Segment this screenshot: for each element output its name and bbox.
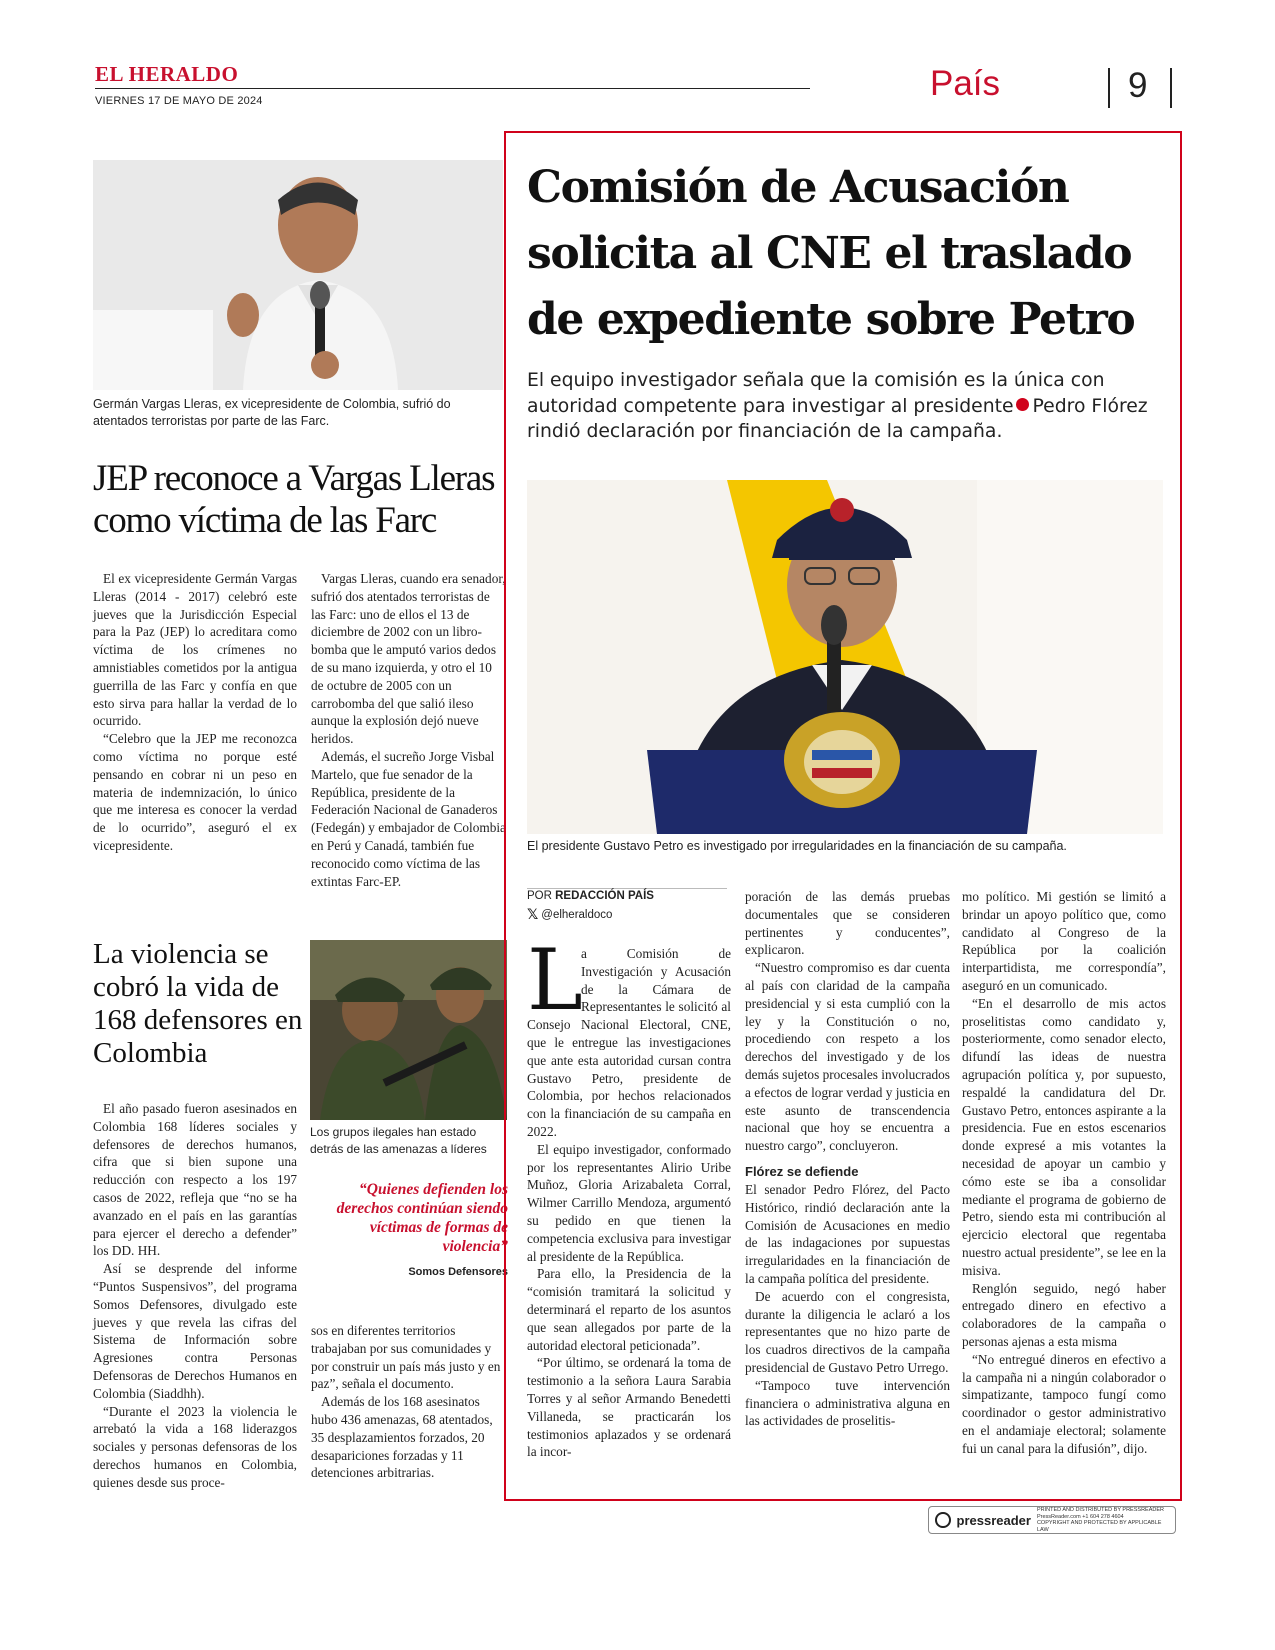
paragraph: Además, el sucreño Jorge Visbal Martelo, que fue senador de la República, presidente de la Federación Nacional de Ganaderos (Fedegán) y embajador de Colombia en Perú y Canadá, también fue reconocido como víctima de las extintas Farc-EP. (311, 748, 506, 889)
byline-label: POR (527, 890, 552, 902)
jep-column-1 (93, 570, 297, 880)
pressreader-logo: pressreader (956, 1512, 1031, 1528)
paragraph: “Celebro que la JEP me reconozca como víctima no porque esté pensando en cobrar ni un peso en materia de indemnización, lo único que me interesa es conocer la verdad de lo ocurrido”, aseguró el ex vicepresidente. (93, 731, 297, 853)
divider (1108, 68, 1110, 108)
social-handle (527, 907, 727, 923)
jep-headline (93, 458, 513, 542)
page-number: 9 (1128, 66, 1148, 105)
main-column-2 (745, 888, 950, 1488)
violence-headline: La violencia se cobró la vida de 168 defensores en Colombia (93, 938, 303, 1069)
pull-quote: “Quienes defienden los derechos continúan siendo víctimas de formas de violencia” (336, 1181, 508, 1255)
main-column-3 (962, 888, 1166, 1488)
paragraph: El equipo investigador, conformado por los representantes Alirio Uribe Muñoz, Gloria Arizabaleta Corral, Wilmer Carrillo Mendoza, argumentó su pedido en que tienen la competencia exclusiva para investigar al presidente de la República. (527, 1141, 731, 1264)
byline-name: REDACCIÓN PAÍS (555, 890, 654, 902)
pressreader-badge (928, 1506, 1176, 1534)
photo-caption: Germán Vargas Lleras, ex vicepresidente de Colombia, sufrió do atentados terroristas por parte de las Farc. (93, 397, 451, 428)
paragraph: poración de las demás pruebas documentales que se consideren pertinentes y conducentes”, explicaron. (745, 889, 950, 958)
headline-line: como víctima de las Farc (93, 500, 437, 541)
masthead-rule (95, 88, 810, 89)
x-logo-icon: 𝕏 (527, 907, 539, 923)
deck-text: Pedro Flórez rindió declaración por financiación de la campaña. (527, 395, 1148, 442)
pressreader-logo-icon (935, 1512, 951, 1528)
armed-group-photo (310, 940, 507, 1120)
paragraph: “Nuestro compromiso es dar cuenta al país con claridad de la campaña presidencial y si esta cumplió con la ley y la Constitución o no, procediendo con respeto a los derechos del investigado y de los demás sujetos procesales involucrados a efectos de lograr verdad y justicia en este asunto de transcendencia nacional que hoy se encuentra a nuestro cargo”, concluyeron. (745, 960, 950, 1154)
paragraph: El senador Pedro Flórez, del Pacto Histórico, rindió declaración ante la Comisión de Acusaciones en medio de las indagaciones por supuestas irregularidades en la financiación de la campaña política del presidente. (745, 1181, 950, 1286)
violence-column-1 (93, 1100, 297, 1490)
main-column-1 (527, 931, 731, 1490)
paragraph: Para ello, la Presidencia de la “comisión tramitará la solicitud y determinará el reparto de los asuntos que sean allegados por parte de la autoridad electoral peticionada”. (527, 1266, 731, 1353)
petro-photo (527, 480, 1163, 834)
photo-caption: Los grupos ilegales han estado detrás de las amenazas a líderes (310, 1125, 487, 1156)
issue-date: VIERNES 17 DE MAYO DE 2024 (95, 95, 263, 107)
main-headline: Comisión de Acusación solicita al CNE el traslado de expediente sobre Petro (527, 162, 1135, 345)
handle-text: @elheraldoco (541, 909, 613, 921)
violence-column-2 (311, 1322, 507, 1481)
vargas-lleras-photo (93, 160, 503, 390)
paragraph: “Por último, se ordenará la toma de testimonio a la señora Laura Sarabia Torres y al señor Armando Benedetti Villaneda, se practicarán los testimonios aplazados y se ordenará la incor- (527, 1355, 731, 1460)
subheading: Flórez se defiende (745, 1163, 859, 1179)
headline-line: JEP reconoce a Vargas Lleras (93, 458, 495, 499)
paragraph: Renglón seguido, negó haber entregado dinero en efectivo a colaboradores de la campaña o personas ajenas a esta misma (962, 1280, 1166, 1349)
deck (527, 368, 1167, 445)
photo-caption: El presidente Gustavo Petro es investigado por irregularidades en la financiación de su campaña. (527, 839, 1067, 853)
paragraph: “En el desarrollo de mis actos proselitistas como candidato y, posteriormente, como senador electo, difundí las ideas de nuestra agrupación política y, por supuesto, respaldé la candidatura del Dr. Gustavo Petro, entonces aspirante a la presidencia. Fue en estos escenarios donde expresé a mis votantes la necesidad de apoyar un cambio y cómo este se iba a consolidar mediante el programa de gobierno de Petro, siendo esta mi contribución al ejercicio electoral que regentaba nuestro actual presidente”, se lee en la misiva. (962, 995, 1166, 1278)
bullet-dot-icon (1016, 398, 1029, 411)
section-name: País (930, 64, 1001, 103)
paragraph: Además de los 168 asesinatos hubo 436 amenazas, 68 atentados, 35 desplazamientos forzados, 20 desapariciones forzadas y 11 detenciones arbitrarias. (311, 1394, 493, 1481)
paragraph: “Durante el 2023 la violencia le arrebató la vida a 168 liderazgos sociales y personas defensoras de los derechos humanos en Colombia, quienes desde sus proce- (93, 1403, 297, 1490)
byline-rule (527, 888, 727, 889)
paragraph: El año pasado fueron asesinados en Colombia 168 líderes sociales y defensores de derechos humanos, cifra que si bien supone una reducción con respecto a los 197 casos de 2022, refleja que “no se ha avanzado en el país en las garantías para ejercer el derecho a defender” los DD. HH. (93, 1101, 297, 1259)
paragraph: mo político. Mi gestión se limitó a brindar un apoyo político que, como candidato al Congreso de la República por la coalición interpartidista, me correspondía”, aseguró en un comunicado. (962, 889, 1166, 993)
deck-text: El equipo investigador señala que la comisión es la única con autoridad competente para investigar al presidente (527, 370, 1105, 417)
paragraph: Así se desprende del informe “Puntos Suspensivos”, del programa Somos Defensores, divulgado este jueves y que revela las cifras del Sistema de Información sobre Agresiones contra Personas Defensoras de Derechos Humanos en Colombia (Siaddhh). (93, 1261, 297, 1401)
paragraph: De acuerdo con el congresista, durante la diligencia le aclaró a los representantes que no hizo parte de los cuadros directivos de la campaña presidencial de Gustavo Petro Urrego. (745, 1288, 950, 1375)
dropcap: L (527, 931, 583, 1029)
paragraph: sos en diferentes territorios trabajaban por sus comunidades y por construir un país más justo y en paz”, señala el documento. (311, 1323, 501, 1392)
masthead-title: EL HERALDO (95, 62, 239, 86)
byline (527, 890, 727, 902)
jep-column-2 (311, 570, 507, 889)
paragraph: El ex vicepresidente Germán Vargas Lleras (2014 - 2017) celebró este jueves que la Jurisdicción Especial para la Paz (JEP) lo acreditara como víctima de los crímenes no amnistiables cometidos por la antigua guerrilla de las Farc y confía en que esto sirva para hallar la verdad de lo ocurrido. (93, 571, 297, 729)
paragraph: a Comisión de Investigación y Acusación de la Cámara de Representantes le solicitó al Consejo Nacional Electoral, CNE, que le entregue las investigaciones que ante esta autoridad cursan contra Gustavo Petro, presidente de Colombia, por hechos relacionados con la financiación de su campaña en 2022. (527, 946, 731, 1139)
paragraph: “No entregué dineros en efectivo a la campaña ni a ningún colaborador o simpatizante, tampoco fungí como coordinador o gestor administrativo en el andamiaje electoral; solamente fui un canal para la difusión”, dijo. (962, 1351, 1166, 1456)
quote-source: Somos Defensores (408, 1266, 508, 1278)
paragraph: “Tampoco tuve intervención financiera o administrativa alguna en las actividades de proselitis- (745, 1377, 950, 1429)
fine-print: PRINTED AND DISTRIBUTED BY PRESSREADER PressReader.com +1 604 278 4604 COPYRIGHT AND PROTECTED BY APPLICABLE LAW (1036, 1507, 1164, 1533)
divider (1170, 68, 1172, 108)
paragraph: Vargas Lleras, cuando era senador, sufrió dos atentados terroristas de las Farc: uno de ellos el 13 de diciembre de 2002 con un libro-bomba que le amputó varios dedos de su mano izquierda, y otro el 10 de octubre de 2005 con un carrobomba del que salió ileso aunque la explosión dejó nueve heridos. (311, 571, 506, 747)
dropcap-space (527, 931, 583, 1029)
